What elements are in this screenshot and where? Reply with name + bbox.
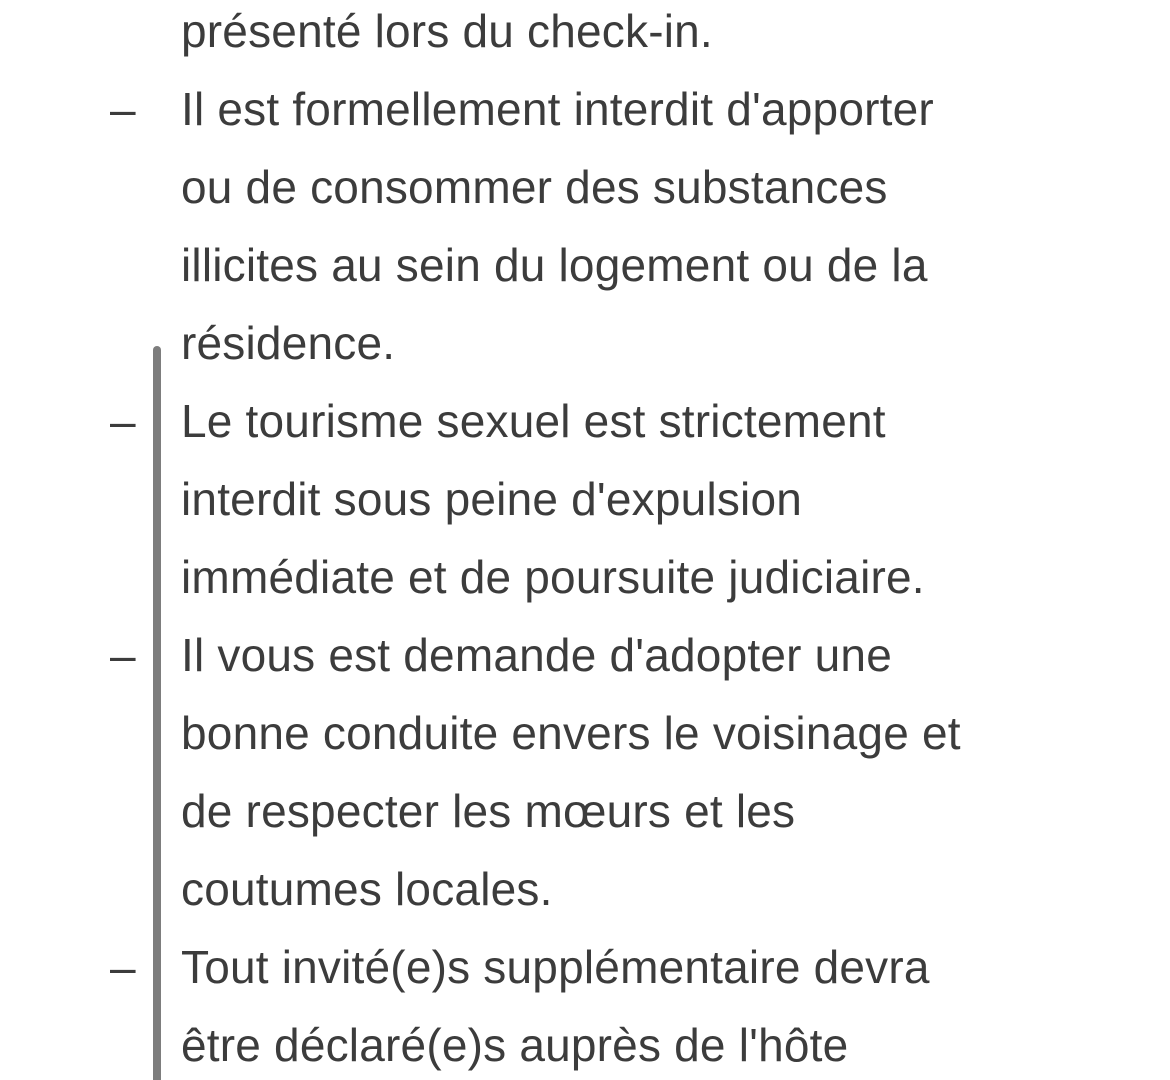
list-bullet: – [110,83,136,135]
list-item [0,616,1120,928]
rule-text: Il est formellement interdit d'apporter ou de consommer des substances illicites au sein du logement ou de la résidence. [181,83,934,369]
scrollbar-thumb[interactable] [153,346,161,1080]
list-bullet: – [110,629,136,681]
list-item [0,0,1120,70]
rule-text: présenté lors du check-in. [181,5,713,57]
rule-text: Le tourisme sexuel est strictement interdit sous peine d'expulsion immédiate et de poursuite judiciaire. [181,395,925,603]
list-bullet: – [110,395,136,447]
list-item [0,70,1120,382]
rule-text: Tout invité(e)s supplémentaire devra être déclaré(e)s auprès de l'hôte [181,941,930,1071]
list-item [0,382,1120,616]
list-item [0,928,1120,1080]
rule-text: Il vous est demande d'adopter une bonne conduite envers le voisinage et de respecter les mœurs et les coutumes locales. [181,629,961,915]
list-bullet: – [110,941,136,993]
